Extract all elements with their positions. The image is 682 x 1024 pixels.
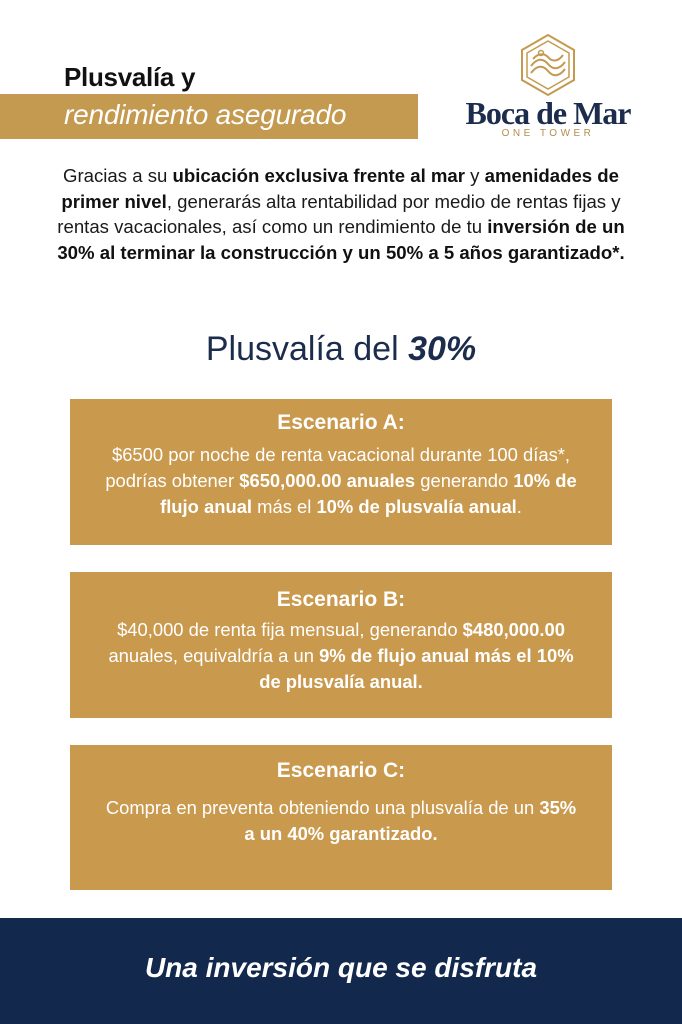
- footer-tagline: Una inversión que se disfruta: [144, 952, 538, 983]
- scenario-title: Escenario C:: [276, 759, 406, 782]
- scenario-description: $40,000 de renta fija mensual, generando $480,000.00 anuales, equivaldría a un 9% de flujo anual más el 10% de plusvalía anual.: [108, 619, 574, 692]
- scenario-title: Escenario A:: [277, 411, 405, 434]
- page-title: Plusvalía y: [64, 62, 196, 92]
- scenario-card-c: [70, 745, 612, 890]
- section-heading: Plusvalía del 30%: [205, 330, 477, 368]
- intro-paragraph: Gracias a su ubicación exclusiva frente al mar y amenidades de primer nivel, generarás alta rentabilidad por medio de rentas fijas y rentas vacacionales, así como un rendimiento de tu inversión de un 30% al terminar la construcción y un 50% a 5 años garantizado*.: [57, 165, 625, 263]
- scenario-card-b: [70, 572, 612, 718]
- brand-name: Boca de Mar: [465, 95, 631, 131]
- page-subtitle: rendimiento asegurado: [64, 99, 347, 130]
- scenario-title: Escenario B:: [276, 588, 406, 611]
- brand-tagline: ONE TOWER: [501, 128, 595, 139]
- brand-logo: [462, 33, 634, 143]
- scenario-card-a: [70, 399, 612, 545]
- scenario-description: $6500 por noche de renta vacacional durante 100 días*, podrías obtener $650,000.00 anuales generando 10% de flujo anual más el 10% de plusvalía anual.: [105, 444, 577, 517]
- wave-hexagon-icon: [519, 33, 577, 97]
- scenario-description: Compra en preventa obteniendo una plusvalía de un 35% a un 40% garantizado.: [105, 797, 577, 844]
